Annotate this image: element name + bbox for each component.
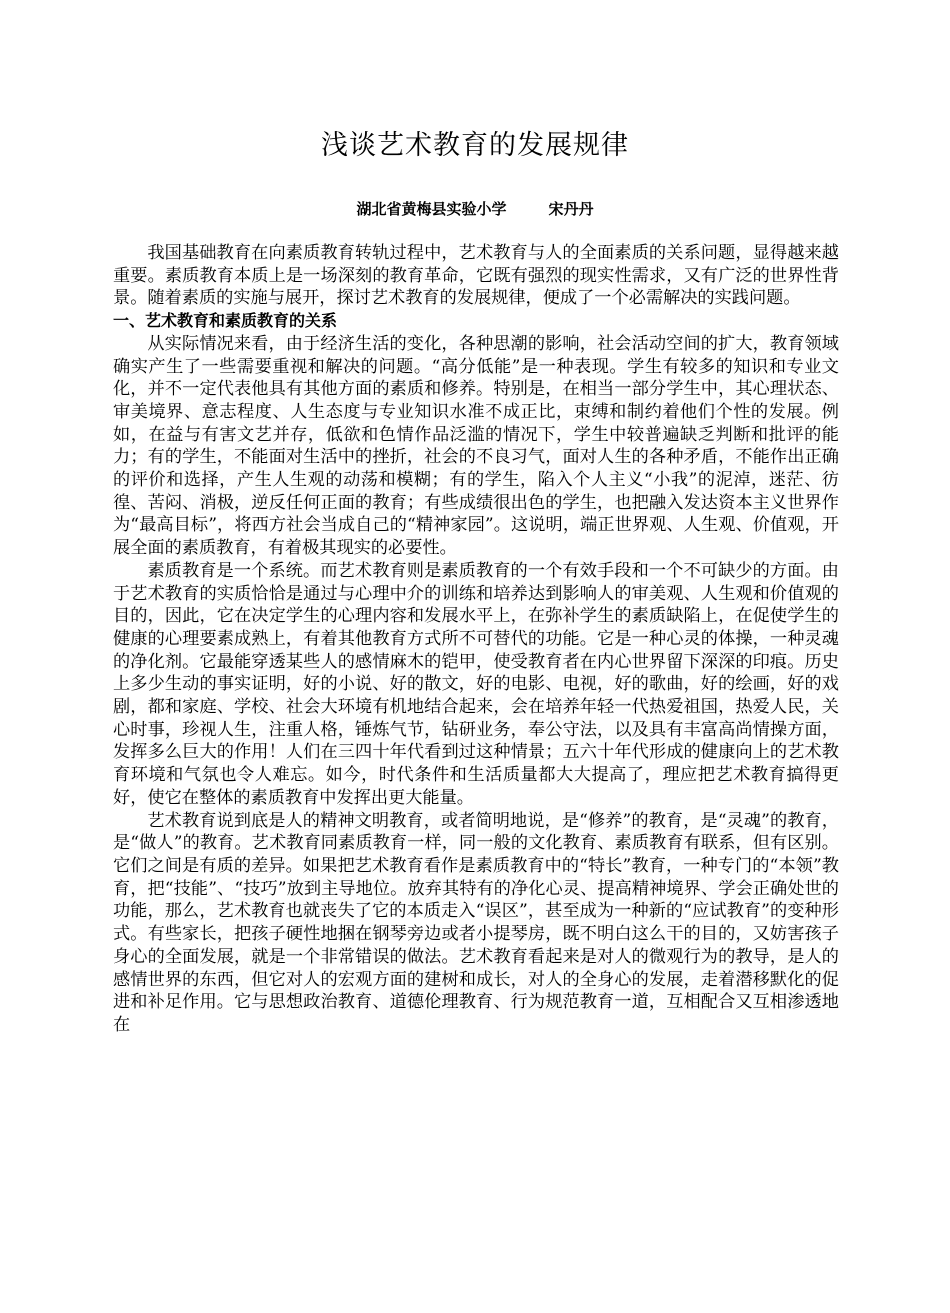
body-paragraph: 素质教育是一个系统。而艺术教育则是素质教育的一个有效手段和一个不可缺少的方面。由于艺术教育的实质恰恰是通过与心理中介的训练和培养达到影响人的审美观、人生观和价值观的目的，因此，它在决定学生的心理内容和发展水平上，在弥补学生的素质缺陷上，在促使学生的健康的心理要素成熟上，有着其他教育方式所不可替代的功能。它是一种心灵的体操，一种灵魂的净化剂。它最能穿透某些人的感情麻木的铠甲，使受教育者在内心世界留下深深的印痕。历史上多少生动的事实证明，好的小说、好的散文，好的电影、电视，好的歌曲，好的绘画，好的戏剧，都和家庭、学校、社会大环境有机地结合起来，会在培养年轻一代热爱祖国，热爱人民，关心时事，珍视人生，注重人格，锤炼气节，钻研业务，奉公守法，以及具有丰富高尚情操方面，发挥多么巨大的作用！人们在三四十年代看到过这种情景；五六十年代形成的健康向上的艺术教育环境和气氛也令人难忘。如今，时代条件和生活质量都大大提高了，理应把艺术教育搞得更好，使它在整体的素质教育中发挥出更大能量。 — [113, 560, 839, 808]
body-paragraph: 艺术教育说到底是人的精神文明教育，或者简明地说，是“修养”的教育，是“灵魂”的教育，是“做人”的教育。艺术教育同素质教育一样，同一般的文化教育、素质教育有联系，但有区别。它们之间是有质的差异。如果把艺术教育看作是素质教育中的“特长”教育，一种专门的“本领”教育，把“技能”、“技巧”放到主导地位。放弃其特有的净化心灵、提高精神境界、学会正确处世的功能，那么，艺术教育也就丧失了它的本质走入“误区”，甚至成为一种新的“应试教育”的变种形式。有些家长，把孩子硬性地捆在钢琴旁边或者小提琴房，既不明白这么干的目的，又妨害孩子身心的全面发展，就是一个非常错误的做法。艺术教育看起来是对人的微观行为的教导，是人的感情世界的东西，但它对人的宏观方面的建树和成长，对人的全身心的发展，走着潜移默化的促进和补足作用。它与思想政治教育、道德伦理教育、行为规范教育一道，互相配合又互相渗透地在 — [113, 810, 839, 1035]
section-heading: 一、艺术教育和素质教育的关系 — [113, 311, 338, 331]
author-affiliation: 湖北省黄梅县实验小学 — [356, 200, 507, 218]
document-title: 浅谈艺术教育的发展规律 — [321, 130, 629, 161]
author-name: 宋丹丹 — [548, 200, 594, 218]
body-paragraph: 从实际情况来看，由于经济生活的变化，各种思潮的影响，社会活动空间的扩大，教育领域确实产生了一些需要重视和解决的问题。“高分低能”是一种表现。学生有较多的知识和专业文化，并不一定代表他具有其他方面的素质和修养。特别是，在相当一部分学生中，其心理状态、审美境界、意志程度、人生态度与专业知识水准不成正比，束缚和制约着他们个性的发展。例如，在益与有害文艺并存，低欲和色情作品泛滥的情况下，学生中较普遍缺乏判断和批评的能力；有的学生，不能面对生活中的挫折，社会的不良习气，面对人生的各种矛盾，不能作出正确的评价和选择，产生人生观的动荡和模糊；有的学生，陷入个人主义“小我”的泥淖，迷茫、彷徨、苦闷、消极，逆反任何正面的教育；有些成绩很出色的学生，也把融入发达资本主义世界作为“最高目标”，将西方社会当成自己的“精神家园”。这说明，端正世界观、人生观、价值观，开展全面的素质教育，有着极其现实的必要性。 — [113, 333, 839, 559]
article-body — [113, 242, 839, 1037]
intro-paragraph: 我国基础教育在向素质教育转轨过程中，艺术教育与人的全面素质的关系问题，显得越来越重要。素质教育本质上是一场深刻的教育革命，它既有强烈的现实性需求，又有广泛的世界性背景。随着素质的实施与展开，探讨艺术教育的发展规律，便成了一个必需解决的实践问题。 — [113, 243, 839, 309]
byline — [0, 196, 950, 222]
